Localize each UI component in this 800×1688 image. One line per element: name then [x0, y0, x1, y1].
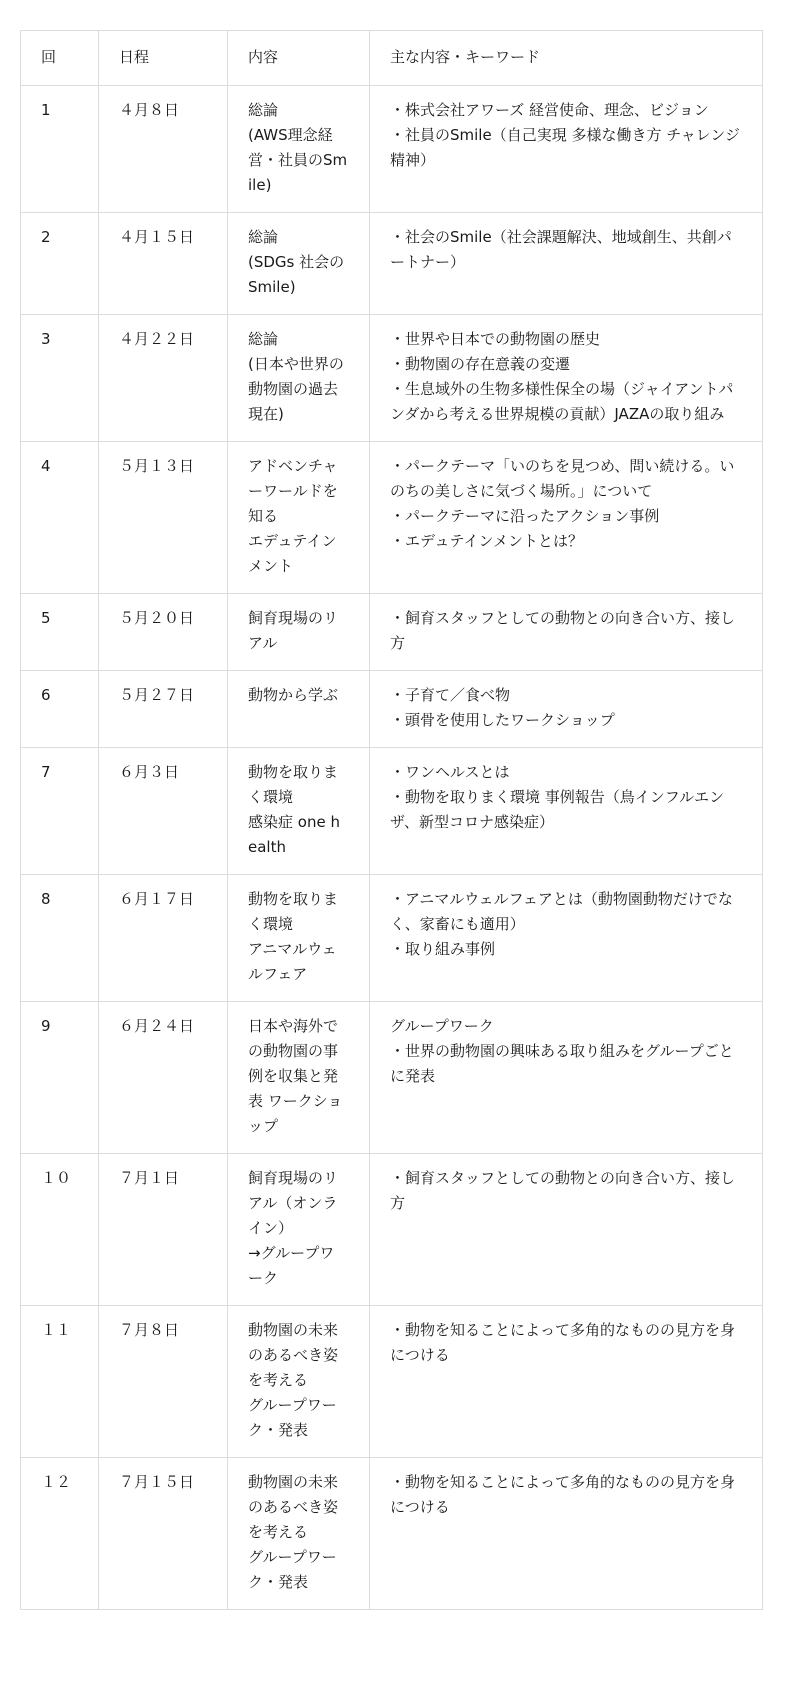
session-date: ５月２７日 — [99, 671, 228, 748]
session-number: 9 — [21, 1002, 99, 1154]
keyword-line: ・株式会社アワーズ 経営使命、理念、ビジョン — [390, 101, 709, 119]
session-number: 7 — [21, 748, 99, 875]
session-date: ６月３日 — [99, 748, 228, 875]
keyword-line: ・飼育スタッフとしての動物との向き合い方、接し方 — [390, 609, 736, 652]
keyword-line: ・動物を知ることによって多角的なものの見方を身につける — [390, 1321, 736, 1364]
content-line: グループワーク・発表 — [248, 1396, 337, 1439]
content-line: アドベンチャーワールドを知る — [248, 457, 338, 525]
keyword-line: ・エデュテインメントとは？ — [390, 532, 584, 550]
content-line: 動物園の未来のあるべき姿を考える — [248, 1473, 339, 1541]
session-content — [228, 315, 370, 442]
session-number: １１ — [21, 1306, 99, 1458]
session-date: ６月１７日 — [99, 875, 228, 1002]
header-row — [21, 31, 763, 86]
session-keywords — [370, 86, 763, 213]
session-number: 5 — [21, 594, 99, 671]
keyword-line: ・取り組み事例 — [390, 940, 496, 958]
keyword-line: ・パークテーマ「いのちを見つめ、問い続ける。いのちの美しさに気づく場所。」について — [390, 457, 735, 500]
keyword-line: ・飼育スタッフとしての動物との向き合い方、接し方 — [390, 1169, 736, 1212]
session-number: 6 — [21, 671, 99, 748]
session-keywords — [370, 442, 763, 594]
content-line: →グループワーク — [248, 1244, 335, 1287]
session-keywords — [370, 748, 763, 875]
session-content — [228, 875, 370, 1002]
table-row — [21, 748, 763, 875]
keyword-line: ・社員のSmile（自己実現 多様な働き方 チャレンジ精神） — [390, 126, 741, 169]
table-row — [21, 671, 763, 748]
keyword-line: グループワーク — [390, 1017, 494, 1035]
table-row — [21, 594, 763, 671]
session-content — [228, 748, 370, 875]
session-number: 1 — [21, 86, 99, 213]
content-line: 動物から学ぶ — [248, 686, 339, 704]
content-line: アニマルウェルフェア — [248, 940, 337, 983]
content-line: 総論 — [248, 330, 279, 348]
session-content — [228, 594, 370, 671]
keyword-line: ・世界の動物園の興味ある取り組みをグループごとに発表 — [390, 1042, 734, 1085]
content-line: 動物園の未来のあるべき姿を考える — [248, 1321, 339, 1389]
content-line: 日本や海外での動物園の事例を収集と発表 ワークショップ — [248, 1017, 343, 1135]
session-keywords — [370, 1154, 763, 1306]
session-keywords — [370, 875, 763, 1002]
session-number: 8 — [21, 875, 99, 1002]
session-keywords — [370, 213, 763, 315]
table-row — [21, 86, 763, 213]
header-date: 日程 — [99, 31, 228, 86]
content-line: エデュテインメント — [248, 532, 337, 575]
header-number: 回 — [21, 31, 99, 86]
keyword-line: ・社会のSmile（社会課題解決、地域創生、共創パートナー） — [390, 228, 732, 271]
keyword-line: ・生息域外の生物多様性保全の場（ジャイアントパンダから考える世界規模の貢献）JAZAの取り組み — [390, 380, 734, 423]
session-content — [228, 671, 370, 748]
keyword-line: ・動物を取りまく環境 事例報告（鳥インフルエンザ、新型コロナ感染症） — [390, 788, 725, 831]
session-keywords — [370, 1458, 763, 1610]
content-line: 飼育現場のリアル — [248, 609, 339, 652]
keyword-line: ・子育て／食べ物 — [390, 686, 511, 704]
session-date: ７月１５日 — [99, 1458, 228, 1610]
session-content — [228, 1458, 370, 1610]
table-header — [21, 31, 763, 86]
table-row — [21, 315, 763, 442]
content-line: 飼育現場のリアル（オンライン） — [248, 1169, 339, 1237]
table-row — [21, 1458, 763, 1610]
keyword-line: ・動物園の存在意義の変遷 — [390, 355, 571, 373]
table-row — [21, 875, 763, 1002]
header-content: 内容 — [228, 31, 370, 86]
header-keywords: 主な内容・キーワード — [370, 31, 763, 86]
session-content — [228, 442, 370, 594]
session-keywords — [370, 1306, 763, 1458]
session-date: ４月１５日 — [99, 213, 228, 315]
keyword-line: ・アニマルウェルフェアとは（動物園動物だけでなく、家畜にも適用） — [390, 890, 733, 933]
session-keywords — [370, 671, 763, 748]
keyword-line: ・動物を知ることによって多角的なものの見方を身につける — [390, 1473, 736, 1516]
table-body — [21, 86, 763, 1610]
session-date: ４月８日 — [99, 86, 228, 213]
content-line: 総論 — [248, 228, 279, 246]
table-row — [21, 213, 763, 315]
session-number: 2 — [21, 213, 99, 315]
table-row — [21, 442, 763, 594]
session-content — [228, 1154, 370, 1306]
content-line: 総論 — [248, 101, 279, 119]
session-keywords — [370, 1002, 763, 1154]
content-line: (SDGs 社会のSmile) — [248, 253, 345, 296]
session-number: １２ — [21, 1458, 99, 1610]
session-date: ４月２２日 — [99, 315, 228, 442]
keyword-line: ・パークテーマに沿ったアクション事例 — [390, 507, 660, 525]
content-line: 動物を取りまく環境 — [248, 890, 339, 933]
content-line: グループワーク・発表 — [248, 1548, 337, 1591]
session-keywords — [370, 594, 763, 671]
session-date: ７月１日 — [99, 1154, 228, 1306]
session-content — [228, 213, 370, 315]
session-content — [228, 1002, 370, 1154]
schedule-table-container — [20, 30, 762, 1610]
session-number: 3 — [21, 315, 99, 442]
table-row — [21, 1154, 763, 1306]
content-line: (AWS理念経営・社員のSmile) — [248, 126, 348, 194]
session-number: 4 — [21, 442, 99, 594]
content-line: 感染症 one health — [248, 813, 340, 856]
session-content — [228, 86, 370, 213]
session-number: １０ — [21, 1154, 99, 1306]
content-line: (日本や世界の動物園の過去現在) — [248, 355, 344, 423]
session-date: ５月１３日 — [99, 442, 228, 594]
table-row — [21, 1306, 763, 1458]
keyword-line: ・頭骨を使用したワークショップ — [390, 711, 615, 729]
session-date: ５月２０日 — [99, 594, 228, 671]
keyword-line: ・世界や日本での動物園の歴史 — [390, 330, 601, 348]
keyword-line: ・ワンヘルスとは — [390, 763, 510, 781]
session-date: ７月８日 — [99, 1306, 228, 1458]
session-content — [228, 1306, 370, 1458]
session-keywords — [370, 315, 763, 442]
content-line: 動物を取りまく環境 — [248, 763, 339, 806]
table-row — [21, 1002, 763, 1154]
schedule-table — [20, 30, 763, 1610]
session-date: ６月２４日 — [99, 1002, 228, 1154]
